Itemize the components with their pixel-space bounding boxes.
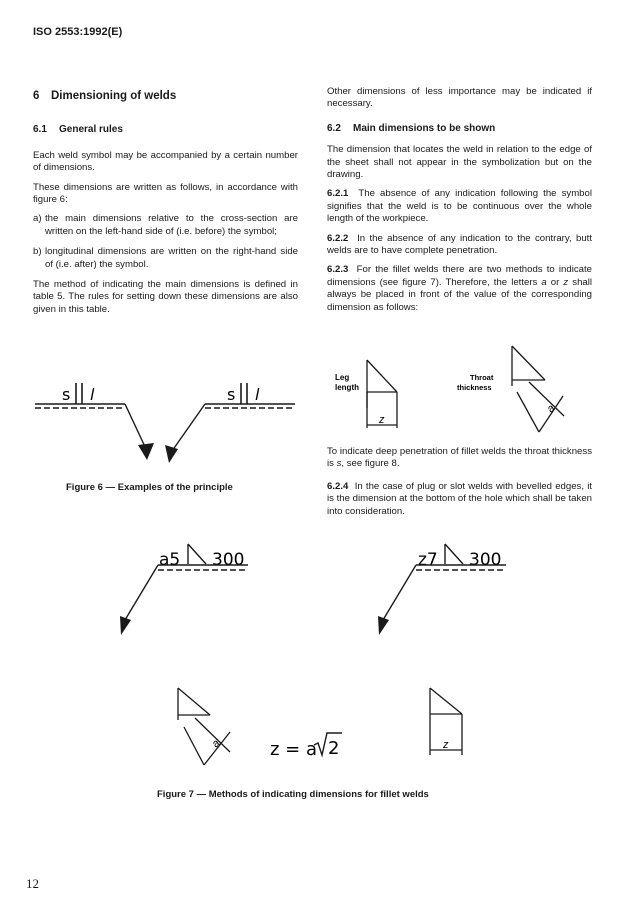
letter-z: z xyxy=(563,276,569,288)
clause-number: 6.2.2 xyxy=(327,232,349,244)
list-item xyxy=(33,246,298,271)
subsection-heading-6-1 xyxy=(33,124,298,136)
butt-weld-symbol-right xyxy=(241,383,247,404)
subsection-number: 6.1 xyxy=(33,124,47,136)
clause-number: 6.2.4 xyxy=(327,480,349,492)
clause-number: 6.2.1 xyxy=(327,188,349,200)
paragraph-weld-dimensions: Each weld symbol may be accompanied by a certain number of dimensions. xyxy=(33,149,298,174)
fig7-formula-rad: 2 xyxy=(328,738,340,759)
fig7-right-reference xyxy=(383,565,506,620)
fig7-throat-a: a xyxy=(209,737,223,751)
throat-a: a xyxy=(544,402,558,416)
arrow-head-right xyxy=(165,445,178,463)
deep-text-1: To indicate deep penetration of fillet welds the throat thickness is xyxy=(327,446,592,470)
page-number: 12 xyxy=(26,876,39,891)
figure-7-drawing xyxy=(100,540,520,790)
leg-label-2: length xyxy=(335,383,359,392)
section-heading xyxy=(33,90,298,102)
throat-triangle xyxy=(512,346,564,432)
arrow-head-left xyxy=(138,443,154,460)
clause-text-2: or xyxy=(546,276,564,288)
butt-weld-symbol-left xyxy=(76,383,82,404)
list-item-label: a) xyxy=(33,213,42,225)
clause-text-1: For the fillet welds there are two methods to indicate dimensions (see figure 7). Therefore, the letters xyxy=(327,264,592,288)
fig7-right-z7: z7 xyxy=(418,550,438,570)
throat-label-1: Throat xyxy=(470,373,494,382)
list-item-text: longitudinal dimensions are written on the right-hand side of (i.e. after) the symbol. xyxy=(45,246,298,270)
section-number: 6 xyxy=(33,90,40,102)
paragraph-deep-penetration xyxy=(327,446,592,471)
right-column-lower xyxy=(327,446,592,525)
figure-6-drawing xyxy=(30,375,300,475)
fig7-right-300: 300 xyxy=(469,550,502,570)
sym-s-right: s xyxy=(227,385,236,404)
fig7-throat-triangle xyxy=(178,688,230,765)
letter-a: a xyxy=(541,276,547,288)
section-title: Dimensioning of welds xyxy=(51,90,177,102)
list-item xyxy=(33,213,298,238)
figure-6-caption: Figure 6 — Examples of the principle xyxy=(66,482,233,493)
leg-label-1: Leg xyxy=(335,373,350,382)
list-item-text: the main dimensions relative to the cross-section are written on the left-hand side of (i.e. before) the symbol; xyxy=(45,213,298,237)
clause-text-3: shall always be placed in front of the value of the corresponding dimension as follows: xyxy=(327,276,592,313)
subsection-title: Main dimensions to be shown xyxy=(353,122,496,134)
fig7-left-300: 300 xyxy=(212,550,245,570)
sym-l-right: l xyxy=(255,385,260,404)
sym-l-left: l xyxy=(90,385,95,404)
deep-text-2: , see figure 8. xyxy=(341,458,400,470)
fig7-formula-lhs: z = a xyxy=(270,739,318,760)
letter-s: s xyxy=(336,458,342,470)
figure-6-reference-lines xyxy=(35,404,295,451)
clause-text: In the absence of any indication to the contrary, butt welds are to have complete penetration. xyxy=(327,232,592,257)
fig7-right-fillet-symbol xyxy=(445,544,463,564)
clause-number: 6.2.3 xyxy=(327,264,349,276)
fig7-right-arrow-head xyxy=(378,616,389,635)
left-column xyxy=(33,86,298,323)
list-item-label: b) xyxy=(33,246,42,258)
right-column xyxy=(327,86,592,321)
paragraph-locating-dimension: The dimension that locates the weld in relation to the edge of the sheet shall not appear in the symbolization but on the drawing. xyxy=(327,144,592,181)
clause-text: The absence of any indication following the symbol signifies that the weld is to be continuous over the whole length of the workpiece. xyxy=(327,188,592,225)
subsection-title: General rules xyxy=(59,124,123,136)
fig7-left-arrow-head xyxy=(120,616,131,635)
subsection-number: 6.2 xyxy=(327,122,341,134)
clause-6-2-3 xyxy=(327,264,592,314)
leg-z: z xyxy=(379,414,385,426)
paragraph-written-as-follows: These dimensions are written as follows, in accordance with figure 6: xyxy=(33,181,298,206)
throat-label-2: thickness xyxy=(457,383,492,392)
fig7-left-a5: a5 xyxy=(159,550,181,570)
document-code: ISO 2553:1992(E) xyxy=(33,26,123,38)
figure-7-caption: Figure 7 — Methods of indicating dimensions for fillet welds xyxy=(157,789,429,800)
fig7-leg-z: z xyxy=(443,739,449,751)
clause-text: In the case of plug or slot welds with bevelled edges, it is the dimension at the bottom of the hole which shall be taken into consideration. xyxy=(327,480,592,517)
fig7-left-reference xyxy=(125,565,248,620)
fig7-left-fillet-symbol xyxy=(188,544,206,564)
subsection-heading-6-2 xyxy=(327,123,592,135)
clause-6-2-1 xyxy=(327,188,592,225)
clause-6-2-4 xyxy=(327,481,592,518)
fillet-dimension-sketches xyxy=(327,338,607,438)
sym-s-left: s xyxy=(62,385,71,404)
paragraph-other-dimensions: Other dimensions of less importance may be indicated if necessary. xyxy=(327,86,592,110)
clause-6-2-2 xyxy=(327,233,592,258)
paragraph-method: The method of indicating the main dimensions is defined in table 5. The rules for setting down these dimensions are also given in this table. xyxy=(33,279,298,315)
